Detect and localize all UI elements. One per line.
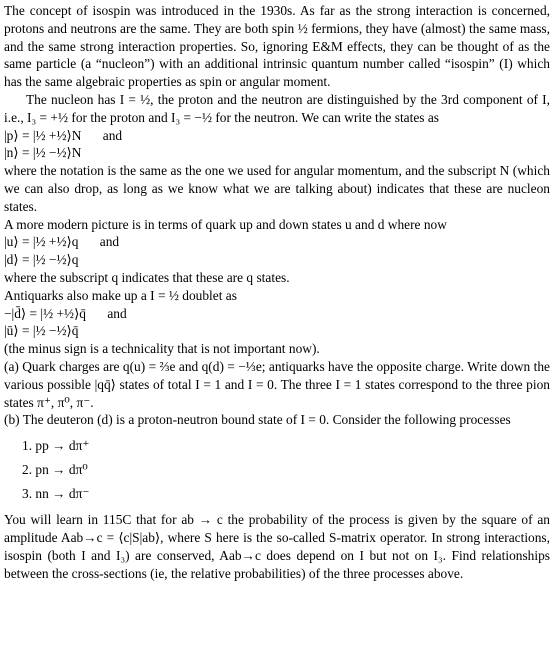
minus-sign-paragraph: (the minus sign is a technicality that is not important now). — [4, 341, 320, 357]
process-item-3: 3. nn → dπ⁻ — [22, 486, 90, 502]
down-quark-state-equation — [4, 251, 550, 269]
closing-paragraph: You will learn in 115C that for ab → c the probability of the process is given by the square of an amplitude Aab→c = ⟨c|S|ab⟩, where S here is the so-called S-matrix operator. In strong interactions, isospin (both I and I₃) are conserved, Aab→c does depend on I but not on I₃. Find relationships between the cross-sections (ie, the relative probabilities) of the three processes above. — [4, 512, 550, 581]
and-label: and — [102, 127, 123, 143]
part-a-question: (a) Quark charges are q(u) = ⅔e and q(d) = −⅓e; antiquarks have the opposite charge. Write down the various possible |qq̄⟩ states of total I = 1 and I = 0. The three I = 1 states correspond to the three pion states π⁺, π⁰, π⁻. — [4, 358, 550, 410]
nucleon-paragraph: The nucleon has I = ½, the proton and the neutron are distinguished by the 3rd component of I, i.e., I₃ = +½ for the proton and I₃ = −½ for the neutron. We can write the states as — [4, 91, 550, 125]
proton-state: |p⟩ = |½ +½⟩N — [4, 127, 82, 143]
anti-down-state-equation — [4, 305, 550, 323]
and-label: and — [107, 305, 127, 321]
anti-up-state-equation — [4, 322, 550, 340]
process-list — [4, 437, 550, 503]
part-b-question: (b) The deuteron (d) is a proton-neutron bound state of I = 0. Consider the following processes — [4, 412, 511, 428]
and-label: and — [99, 234, 120, 250]
down-quark-state: |d⟩ = |½ −½⟩q — [4, 252, 79, 268]
notation-paragraph: where the notation is the same as the one we used for angular momentum, and the subscript N (which we can also drop, as long as we know what we are talking about) indicates that these are nucleon states. — [4, 163, 550, 214]
q-subscript-paragraph: where the subscript q indicates that these are q states. — [4, 269, 290, 285]
process-item-1: 1. pp → dπ⁺ — [22, 438, 90, 454]
quark-paragraph: A more modern picture is in terms of quark up and down states u and d where now — [4, 216, 447, 232]
intro-paragraph: The concept of isospin was introduced in the 1930s. As far as the strong interaction is concerned, protons and neutrons are the same. They are both spin ½ fermions, they have (almost) the same mass, and the same strong interaction properties. So, ignoring E&M effects, they can be thought of as the same particle (a “nucleon”) with an additional intrinsic quantum number called “isospin” (I) which has the same algebraic properties as spin or angular moment. — [4, 3, 550, 90]
process-item-2: 2. pn → dπ⁰ — [22, 462, 88, 478]
anti-down-state: −|d̄⟩ = |½ +½⟩q̄ — [4, 305, 86, 321]
anti-up-state: |ū⟩ = |½ −½⟩q̄ — [4, 323, 79, 339]
proton-state-equation — [4, 127, 550, 145]
up-quark-state-equation — [4, 233, 550, 251]
antiquark-paragraph: Antiquarks also make up a I = ½ doublet as — [4, 287, 237, 303]
neutron-state-equation — [4, 144, 550, 162]
neutron-state: |n⟩ = |½ −½⟩N — [4, 145, 82, 161]
document-page — [4, 0, 550, 582]
up-quark-state: |u⟩ = |½ +½⟩q — [4, 234, 79, 250]
